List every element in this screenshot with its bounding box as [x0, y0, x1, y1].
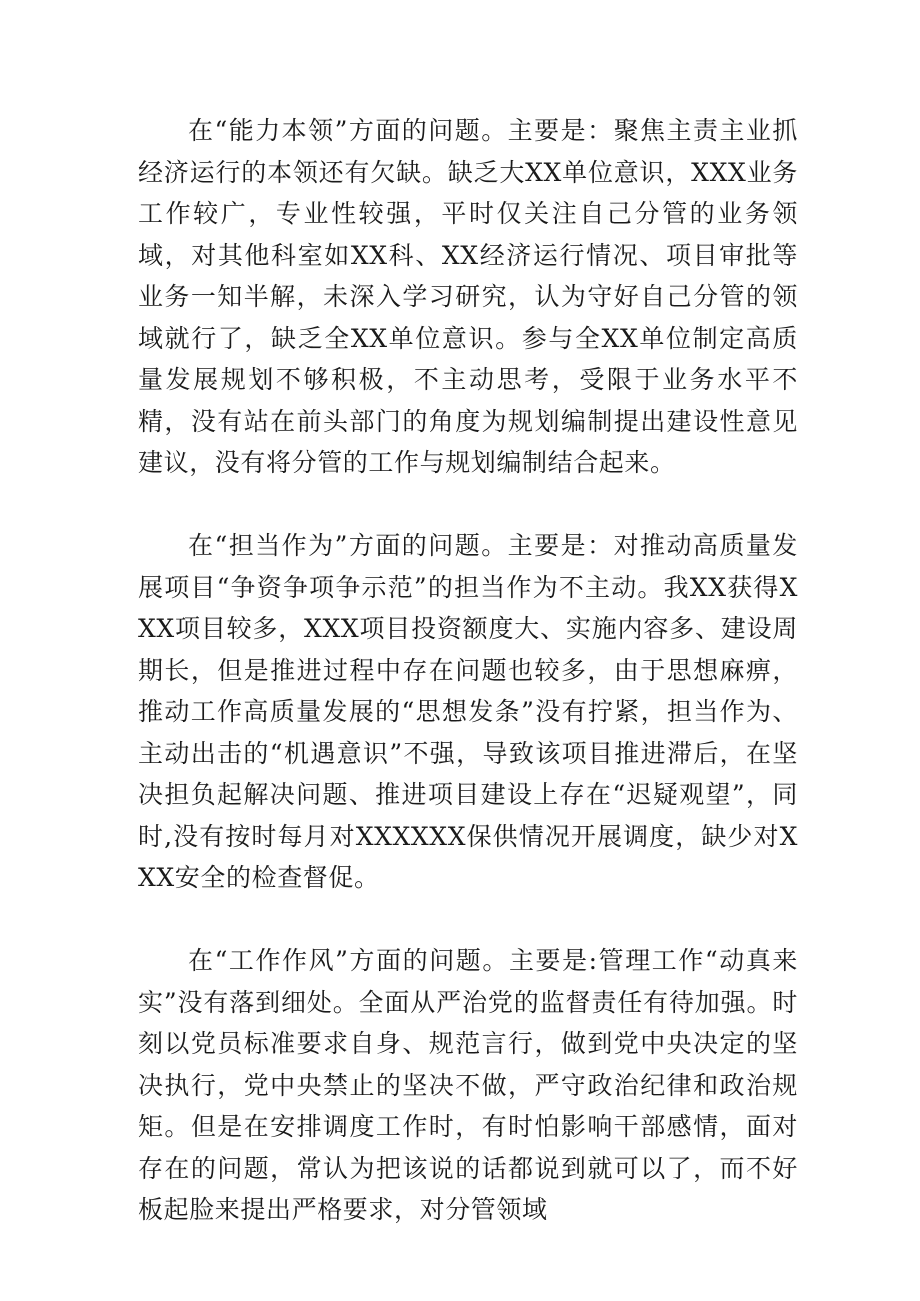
paragraph-work-style: 在“工作作风”方面的问题。主要是:管理工作“动真来实”没有落到细处。全面从严治党的监督责任有待加强。时刻以党员标准要求自身、规范言行，做到党中央决定的坚决执行，党中央禁止的坚决不做，严守政治纪律和政治规矩。但是在安排调度工作时，有时怕影响干部感情，面对存在的问题，常认为把该说的话都说到就可以了，而不好板起脸来提出严格要求，对分管领域: [138, 946, 798, 1224]
paragraph-responsibility: 在“担当作为”方面的问题。主要是：对推动高质量发展项目“争资争项争示范”的担当作为不主动。我XX获得XXX项目较多，XXX项目投资额度大、实施内容多、建设周期长，但是推进过程中存在问题也较多，由于思想麻痹，推动工作高质量发展的“思想发条”没有拧紧，担当作为、主动出击的“机遇意识”不强，导致该项目推进滞后，在坚决担负起解决问题、推进项目建设上存在“迟疑观望”，同时,没有按时每月对XXXXXX保供情况开展调度，缺少对XXX安全的检查督促。: [138, 531, 798, 892]
paragraph-ability: 在“能力本领”方面的问题。主要是：聚焦主责主业抓经济运行的本领还有欠缺。缺乏大XX单位意识，XXX业务工作较广，专业性较强，平时仅关注自己分管的业务领域，对其他科室如XX科、XX经济运行情况、项目审批等业务一知半解，未深入学习研究，认为守好自己分管的领域就行了，缺乏全XX单位意识。参与全XX单位制定高质量发展规划不够积极，不主动思考，受限于业务水平不精，没有站在前头部门的角度为规划编制提出建设性意见建议，没有将分管的工作与规划编制结合起来。: [138, 116, 798, 477]
document-body: [138, 110, 798, 1272]
